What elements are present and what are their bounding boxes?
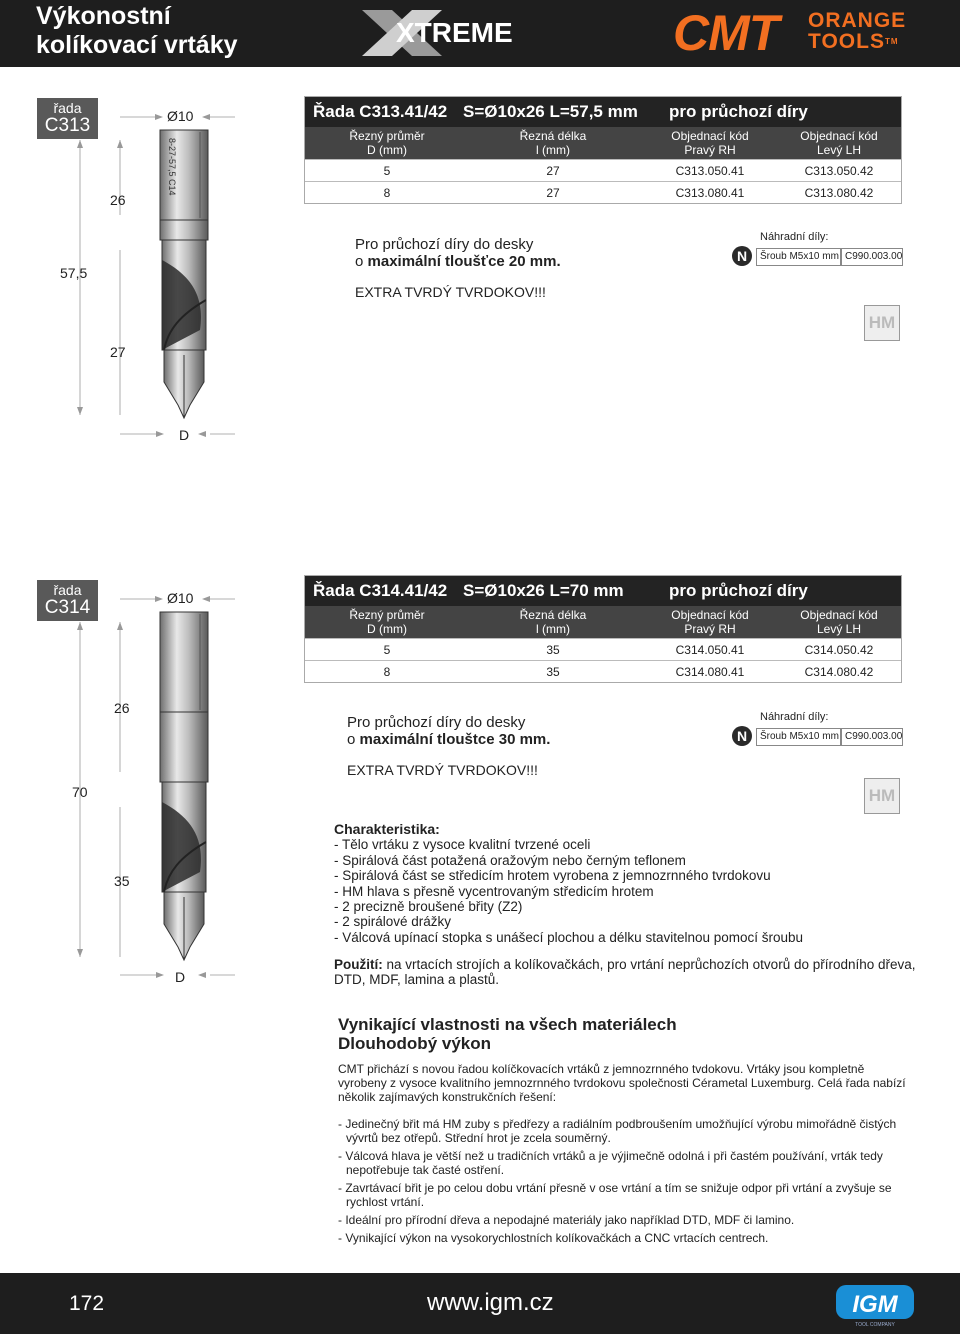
spec-table-columns [305, 127, 901, 159]
spare-parts-label: Náhradní díly: [760, 711, 829, 723]
table-purpose: pro průchozí díry [669, 581, 808, 600]
advantages-title-line-2: Dlouhodobý výkon [338, 1034, 491, 1053]
dim-shank-length: 26 [110, 192, 126, 208]
page-header [0, 0, 960, 67]
cell-code-lh: C314.080.42 [804, 665, 874, 679]
spec-table-c313 [304, 96, 902, 204]
col-header-unit: D (mm) [367, 622, 407, 636]
extra-hard-note: EXTRA TVRDÝ TVRDOKOV!!! [355, 284, 546, 300]
spare-parts-label: Náhradní díly: [760, 231, 829, 243]
cell-l: 27 [546, 186, 560, 200]
col-header: Řezná délka [519, 608, 587, 622]
cell-code-rh: C314.050.41 [675, 643, 745, 657]
dim-diameter: Ø10 [167, 590, 194, 606]
cell-l: 35 [546, 665, 560, 679]
spare-part-code: C990.003.00 [841, 248, 903, 266]
characteristics [334, 822, 934, 945]
series-tag-code: C313 [44, 115, 91, 136]
hm-carbide-badge: HM [864, 305, 900, 341]
cell-d: 5 [383, 164, 391, 178]
characteristics-item: - 2 spirálové drážky [334, 914, 452, 930]
characteristics-item: - Spirálová část se středicím hrotem vyrobena z jemnozrnného tvrdokovu [334, 868, 771, 884]
cell-d: 5 [383, 643, 391, 657]
dim-total-length: 57,5 [60, 265, 88, 281]
cell-d: 8 [383, 186, 391, 200]
hm-carbide-badge: HM [864, 778, 900, 814]
dim-cutting-length: 35 [114, 873, 130, 889]
characteristics-item: - Spirálová část potažená oražovým nebo černým teflonem [334, 852, 686, 868]
characteristics-item: - 2 precizně broušené břity (Z2) [334, 899, 523, 915]
spare-part-code: C990.003.00 [841, 728, 903, 746]
list-item: - Vynikající výkon na vysokorychlostních kolíkovačkách a CNC vrtacích centrech. [338, 1231, 769, 1245]
col-header: Řezný průměr [349, 129, 425, 143]
tools-text-wrap [808, 31, 899, 52]
col-header: Řezná délka [519, 129, 587, 143]
list-item: - Ideální pro přírodní dřeva a nepodajné materiály jako například DTD, MDF či lamino. [338, 1213, 795, 1227]
cell-code-rh: C314.080.41 [675, 665, 745, 679]
cell-l: 35 [546, 643, 560, 657]
title-line-2: kolíkovací vrtáky [36, 31, 238, 59]
table-row [305, 181, 901, 203]
table-purpose: pro průchozí díry [669, 102, 808, 121]
table-row [305, 159, 901, 181]
spare-part-name: Šroub M5x10 mm [756, 728, 841, 746]
characteristics-item: - Tělo vrtáku z vysoce kvalitní tvrzené oceli [334, 837, 591, 853]
table-spec: S=Ø10x26 L=57,5 mm [463, 102, 638, 121]
spare-parts-icon: N [732, 246, 752, 266]
characteristics-title: Charakteristika: [334, 821, 440, 837]
page-footer [0, 1273, 960, 1334]
igm-logo-text: IGM [852, 1291, 898, 1318]
series-tag-code: C314 [44, 597, 91, 618]
characteristics-item: - HM hlava s přesně vycentrovaným středicím hrotem [334, 883, 654, 899]
usage-text: na vrtacích strojích a kolíkovačkách, pro vrtání neprůchozích otvorů do přírodního dřeva, DTD, MDF, lamina a plastů. [334, 957, 916, 988]
spec-table-header [305, 97, 901, 127]
col-header-unit: l (mm) [536, 143, 570, 157]
table-spec: S=Ø10x26 L=70 mm [463, 581, 624, 600]
igm-logo [834, 1281, 916, 1327]
tools-text: TOOLS [808, 30, 885, 53]
series1-note [355, 236, 561, 270]
col-header: Objednací kód [671, 608, 749, 622]
cmt-logo [673, 5, 923, 61]
cell-l: 27 [546, 164, 560, 178]
col-header-unit: Pravý RH [684, 143, 736, 157]
series-tag-label: řada [53, 582, 82, 598]
page-title [36, 2, 238, 60]
dim-d: D [175, 969, 186, 985]
spec-table-header [305, 576, 901, 606]
cell-code-lh: C313.050.42 [804, 164, 874, 178]
website-link[interactable]: www.igm.cz [427, 1289, 554, 1316]
dim-shank-length: 26 [114, 700, 130, 716]
dim-diameter: Ø10 [167, 108, 194, 124]
list-item: - Válcová hlava je větší než u tradičních vrtáků a je výjimečně odolná i při častém používání, vrták tedy nepotřebuje tak časté ostření. [338, 1149, 883, 1177]
cell-code-rh: C313.050.41 [675, 164, 745, 178]
col-header: Objednací kód [800, 129, 878, 143]
series-tag-label: řada [53, 100, 82, 116]
col-header-unit: Levý LH [816, 622, 862, 636]
trademark: TM [884, 37, 899, 46]
col-header-unit: D (mm) [367, 143, 407, 157]
page-number: 172 [69, 1292, 105, 1315]
shank-marking: 8-27-57,5 C14 [167, 138, 177, 196]
cell-d: 8 [383, 665, 391, 679]
table-title: Řada C313.41/42 [313, 102, 448, 121]
list-item: - Jedinečný břit má HM zuby s předřezy a radiálním podbroušením umožňující výrobu mimořádně čistých vývrtů bez otřepů. Střední hrot je zcela souměrný. [338, 1117, 897, 1145]
spare-part-name: Šroub M5x10 mm [756, 248, 841, 266]
dim-total-length: 70 [72, 784, 88, 800]
extra-hard-note: EXTRA TVRDÝ TVRDOKOV!!! [347, 762, 538, 778]
col-header-unit: l (mm) [536, 622, 570, 636]
orange-text: ORANGE [808, 9, 907, 32]
dim-d: D [179, 427, 190, 443]
cell-code-lh: C314.050.42 [804, 643, 874, 657]
note-prefix: o [347, 731, 360, 748]
series2-note [347, 714, 550, 748]
xtreme-logo-text: XTREME [396, 17, 513, 48]
col-header: Objednací kód [671, 129, 749, 143]
usage-label: Použití: [334, 957, 383, 972]
note-bold: maximální tlouštce 30 mm. [359, 731, 551, 748]
note-bold: maximální tloušťce 20 mm. [367, 253, 561, 270]
cell-code-rh: C313.080.41 [675, 186, 745, 200]
note-line-1: Pro průchozí díry do desky [347, 714, 526, 731]
spare-parts-icon: N [732, 726, 752, 746]
table-title: Řada C314.41/42 [313, 581, 448, 600]
list-item: - Zavrtávací břit je po celou dobu vrtání přesně v ose vrtání a tím se snižuje odpor při vrtání a zvyšuje se rychlost vrtání. [338, 1181, 892, 1209]
advantages-list [338, 1117, 898, 1249]
cmt-logo-text: CMT [673, 5, 779, 61]
table-row [305, 638, 901, 660]
advantages-title-line-1: Vynikající vlastnosti na všech materiálech [338, 1015, 677, 1034]
note-prefix: o [355, 253, 368, 270]
usage-paragraph [334, 957, 934, 988]
spec-table-columns [305, 606, 901, 638]
cell-code-lh: C313.080.42 [804, 186, 874, 200]
dim-cutting-length: 27 [110, 344, 126, 360]
note-line-1: Pro průchozí díry do desky [355, 236, 534, 253]
xtreme-logo [352, 6, 532, 60]
advantages-title [338, 1015, 677, 1053]
advantages-intro: CMT přichází s novou řadou kolíčkovacích vrtáků z jemnozrnného tvdokovu. Vrtáky jsou kompletně vyrobeny z vysoce kvalitního jemnozrnného tvrdokovu společnosti Cérametal Luxemburg. Celá řada nabízí několik zajímavých konstrukčních řešení: [338, 1062, 906, 1104]
characteristics-item: - Válcová upínací stopka s unášecí plochou a délku stavitelnou pomocí šroubu [334, 929, 804, 945]
col-header: Řezný průměr [349, 608, 425, 622]
col-header-unit: Pravý RH [684, 622, 736, 636]
title-line-1: Výkonostní [36, 2, 171, 30]
igm-logo-sub: TOOL COMPANY [855, 1322, 895, 1327]
spec-table-c314 [304, 575, 902, 683]
col-header-unit: Levý LH [816, 143, 862, 157]
col-header: Objednací kód [800, 608, 878, 622]
table-row [305, 660, 901, 682]
